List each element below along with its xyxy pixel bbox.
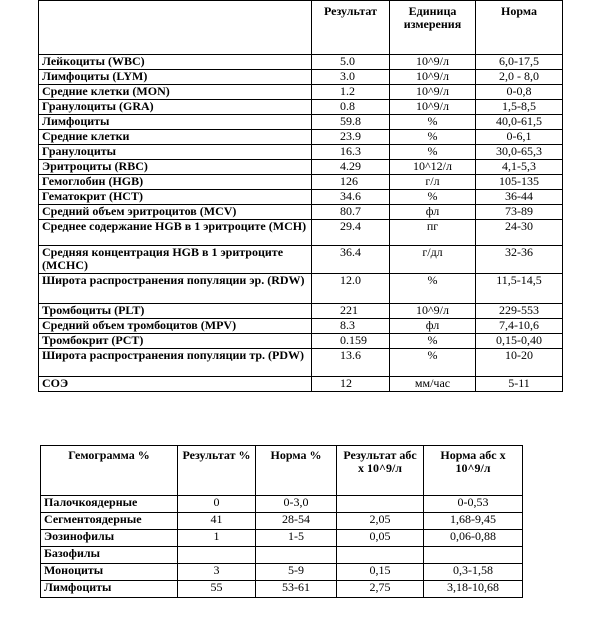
row-name: Гематокрит (HCT) (39, 190, 312, 205)
row-name: Палочкоядерные (41, 496, 178, 513)
row-name: Базофилы (41, 547, 178, 564)
table-row (39, 304, 563, 319)
table-row (41, 547, 523, 564)
table-row (39, 246, 563, 274)
row-name: Лимфоциты (41, 581, 178, 598)
row-result: 3.0 (312, 70, 390, 85)
row-norm: 6,0-17,5 (476, 55, 563, 70)
row-name: Сегментоядерные (41, 513, 178, 530)
blood-analysis-table (38, 0, 563, 392)
row-result: 1.2 (312, 85, 390, 100)
row-unit: фл (390, 319, 476, 334)
table-row (41, 513, 523, 530)
row-name: Средняя концентрация HGB в 1 эритроците (MCHC) (39, 246, 312, 274)
gemogram-header-abs-result: Результат абс х 10^9/л (337, 446, 424, 496)
gemogram-table (40, 445, 523, 598)
row-abs-result: 2,05 (337, 513, 424, 530)
row-unit: 10^9/л (390, 55, 476, 70)
row-result: 221 (312, 304, 390, 319)
blood-header-result: Результат (312, 1, 390, 55)
row-unit: фл (390, 205, 476, 220)
row-result: 12 (312, 377, 390, 392)
gemogram-header-name: Гемограмма % (41, 446, 178, 496)
row-unit: мм/час (390, 377, 476, 392)
row-result: 4.29 (312, 160, 390, 175)
row-name: Гранулоциты (39, 145, 312, 160)
blood-header-unit: Единица измерения (390, 1, 476, 55)
row-norm: 5-11 (476, 377, 563, 392)
row-norm: 53-61 (256, 581, 337, 598)
row-norm: 0,15-0,40 (476, 334, 563, 349)
row-unit: % (390, 274, 476, 304)
blood-header-row (39, 1, 563, 55)
row-norm: 11,5-14,5 (476, 274, 563, 304)
table-row (39, 175, 563, 190)
row-norm: 32-36 (476, 246, 563, 274)
row-norm: 105-135 (476, 175, 563, 190)
table-row (39, 160, 563, 175)
row-norm: 0-3,0 (256, 496, 337, 513)
table-row (39, 205, 563, 220)
row-result (178, 547, 256, 564)
row-name: Тромбоциты (PLT) (39, 304, 312, 319)
row-result: 8.3 (312, 319, 390, 334)
row-result: 0.159 (312, 334, 390, 349)
row-norm: 7,4-10,6 (476, 319, 563, 334)
row-result: 34.6 (312, 190, 390, 205)
row-name: Гранулоциты (GRA) (39, 100, 312, 115)
row-result: 36.4 (312, 246, 390, 274)
row-norm: 73-89 (476, 205, 563, 220)
table-row (39, 55, 563, 70)
row-unit: г/л (390, 175, 476, 190)
row-unit: % (390, 190, 476, 205)
row-result: 23.9 (312, 130, 390, 145)
gemogram-header-result: Результат % (178, 446, 256, 496)
table-row (41, 530, 523, 547)
row-unit: 10^9/л (390, 85, 476, 100)
row-result: 126 (312, 175, 390, 190)
table-row (39, 377, 563, 392)
row-name: Средние клетки (39, 130, 312, 145)
row-result: 41 (178, 513, 256, 530)
row-unit: 10^12/л (390, 160, 476, 175)
row-abs-result: 0,05 (337, 530, 424, 547)
row-result: 5.0 (312, 55, 390, 70)
row-unit: 10^9/л (390, 100, 476, 115)
row-unit: 10^9/л (390, 304, 476, 319)
row-name: Эритроциты (RBC) (39, 160, 312, 175)
table-row (39, 145, 563, 160)
table-row (39, 220, 563, 246)
row-norm: 2,0 - 8,0 (476, 70, 563, 85)
row-result: 59.8 (312, 115, 390, 130)
row-abs-result (337, 496, 424, 513)
row-abs-result: 0,15 (337, 564, 424, 581)
row-abs-norm (424, 547, 523, 564)
row-norm: 4,1-5,3 (476, 160, 563, 175)
table-row (39, 85, 563, 100)
row-result: 13.6 (312, 349, 390, 377)
row-abs-norm: 0,3-1,58 (424, 564, 523, 581)
row-result: 16.3 (312, 145, 390, 160)
row-norm: 1,5-8,5 (476, 100, 563, 115)
row-norm: 0-0,8 (476, 85, 563, 100)
table-row (39, 319, 563, 334)
table-row (39, 115, 563, 130)
row-abs-result: 2,75 (337, 581, 424, 598)
table-row (41, 564, 523, 581)
row-name: Широта распространения популяции эр. (RDW) (39, 274, 312, 304)
row-norm: 40,0-61,5 (476, 115, 563, 130)
row-abs-norm: 3,18-10,68 (424, 581, 523, 598)
row-unit: 10^9/л (390, 70, 476, 85)
row-name: Эозинофилы (41, 530, 178, 547)
gemogram-header-abs-norm: Норма абс х 10^9/л (424, 446, 523, 496)
table-row (39, 349, 563, 377)
row-name: Средний объем тромбоцитов (MPV) (39, 319, 312, 334)
blood-header-name (39, 1, 312, 55)
row-abs-result (337, 547, 424, 564)
row-abs-norm: 1,68-9,45 (424, 513, 523, 530)
row-unit: % (390, 334, 476, 349)
row-name: Тромбокрит (PCT) (39, 334, 312, 349)
row-unit: % (390, 349, 476, 377)
table-row (39, 190, 563, 205)
row-result: 0 (178, 496, 256, 513)
row-abs-norm: 0,06-0,88 (424, 530, 523, 547)
row-result: 1 (178, 530, 256, 547)
table-row (39, 274, 563, 304)
row-unit: % (390, 130, 476, 145)
row-unit: пг (390, 220, 476, 246)
row-name: Средние клетки (MON) (39, 85, 312, 100)
table-row (39, 70, 563, 85)
table-row (41, 581, 523, 598)
blood-header-norm: Норма (476, 1, 563, 55)
row-norm (256, 547, 337, 564)
row-result: 0.8 (312, 100, 390, 115)
row-name: Лимфоциты (39, 115, 312, 130)
table-row (39, 334, 563, 349)
row-norm: 30,0-65,3 (476, 145, 563, 160)
row-abs-norm: 0-0,53 (424, 496, 523, 513)
gemogram-header-norm: Норма % (256, 446, 337, 496)
row-result: 29.4 (312, 220, 390, 246)
row-name: Гемоглобин (HGB) (39, 175, 312, 190)
row-norm: 28-54 (256, 513, 337, 530)
row-name: Моноциты (41, 564, 178, 581)
row-result: 12.0 (312, 274, 390, 304)
gemogram-header-row (41, 446, 523, 496)
row-norm: 1-5 (256, 530, 337, 547)
row-name: Лейкоциты (WBC) (39, 55, 312, 70)
table-row (39, 100, 563, 115)
row-unit: % (390, 145, 476, 160)
row-norm: 36-44 (476, 190, 563, 205)
row-name: СОЭ (39, 377, 312, 392)
row-name: Средний объем эритроцитов (MCV) (39, 205, 312, 220)
row-name: Лимфоциты (LYM) (39, 70, 312, 85)
row-norm: 0-6,1 (476, 130, 563, 145)
row-norm: 229-553 (476, 304, 563, 319)
row-name: Среднее содержание HGB в 1 эритроците (MCH) (39, 220, 312, 246)
table-row (39, 130, 563, 145)
row-name: Широта распространения популяции тр. (PDW) (39, 349, 312, 377)
row-norm: 24-30 (476, 220, 563, 246)
row-unit: г/дл (390, 246, 476, 274)
table-row (41, 496, 523, 513)
row-unit: % (390, 115, 476, 130)
row-result: 3 (178, 564, 256, 581)
row-result: 80.7 (312, 205, 390, 220)
row-norm: 10-20 (476, 349, 563, 377)
row-result: 55 (178, 581, 256, 598)
row-norm: 5-9 (256, 564, 337, 581)
